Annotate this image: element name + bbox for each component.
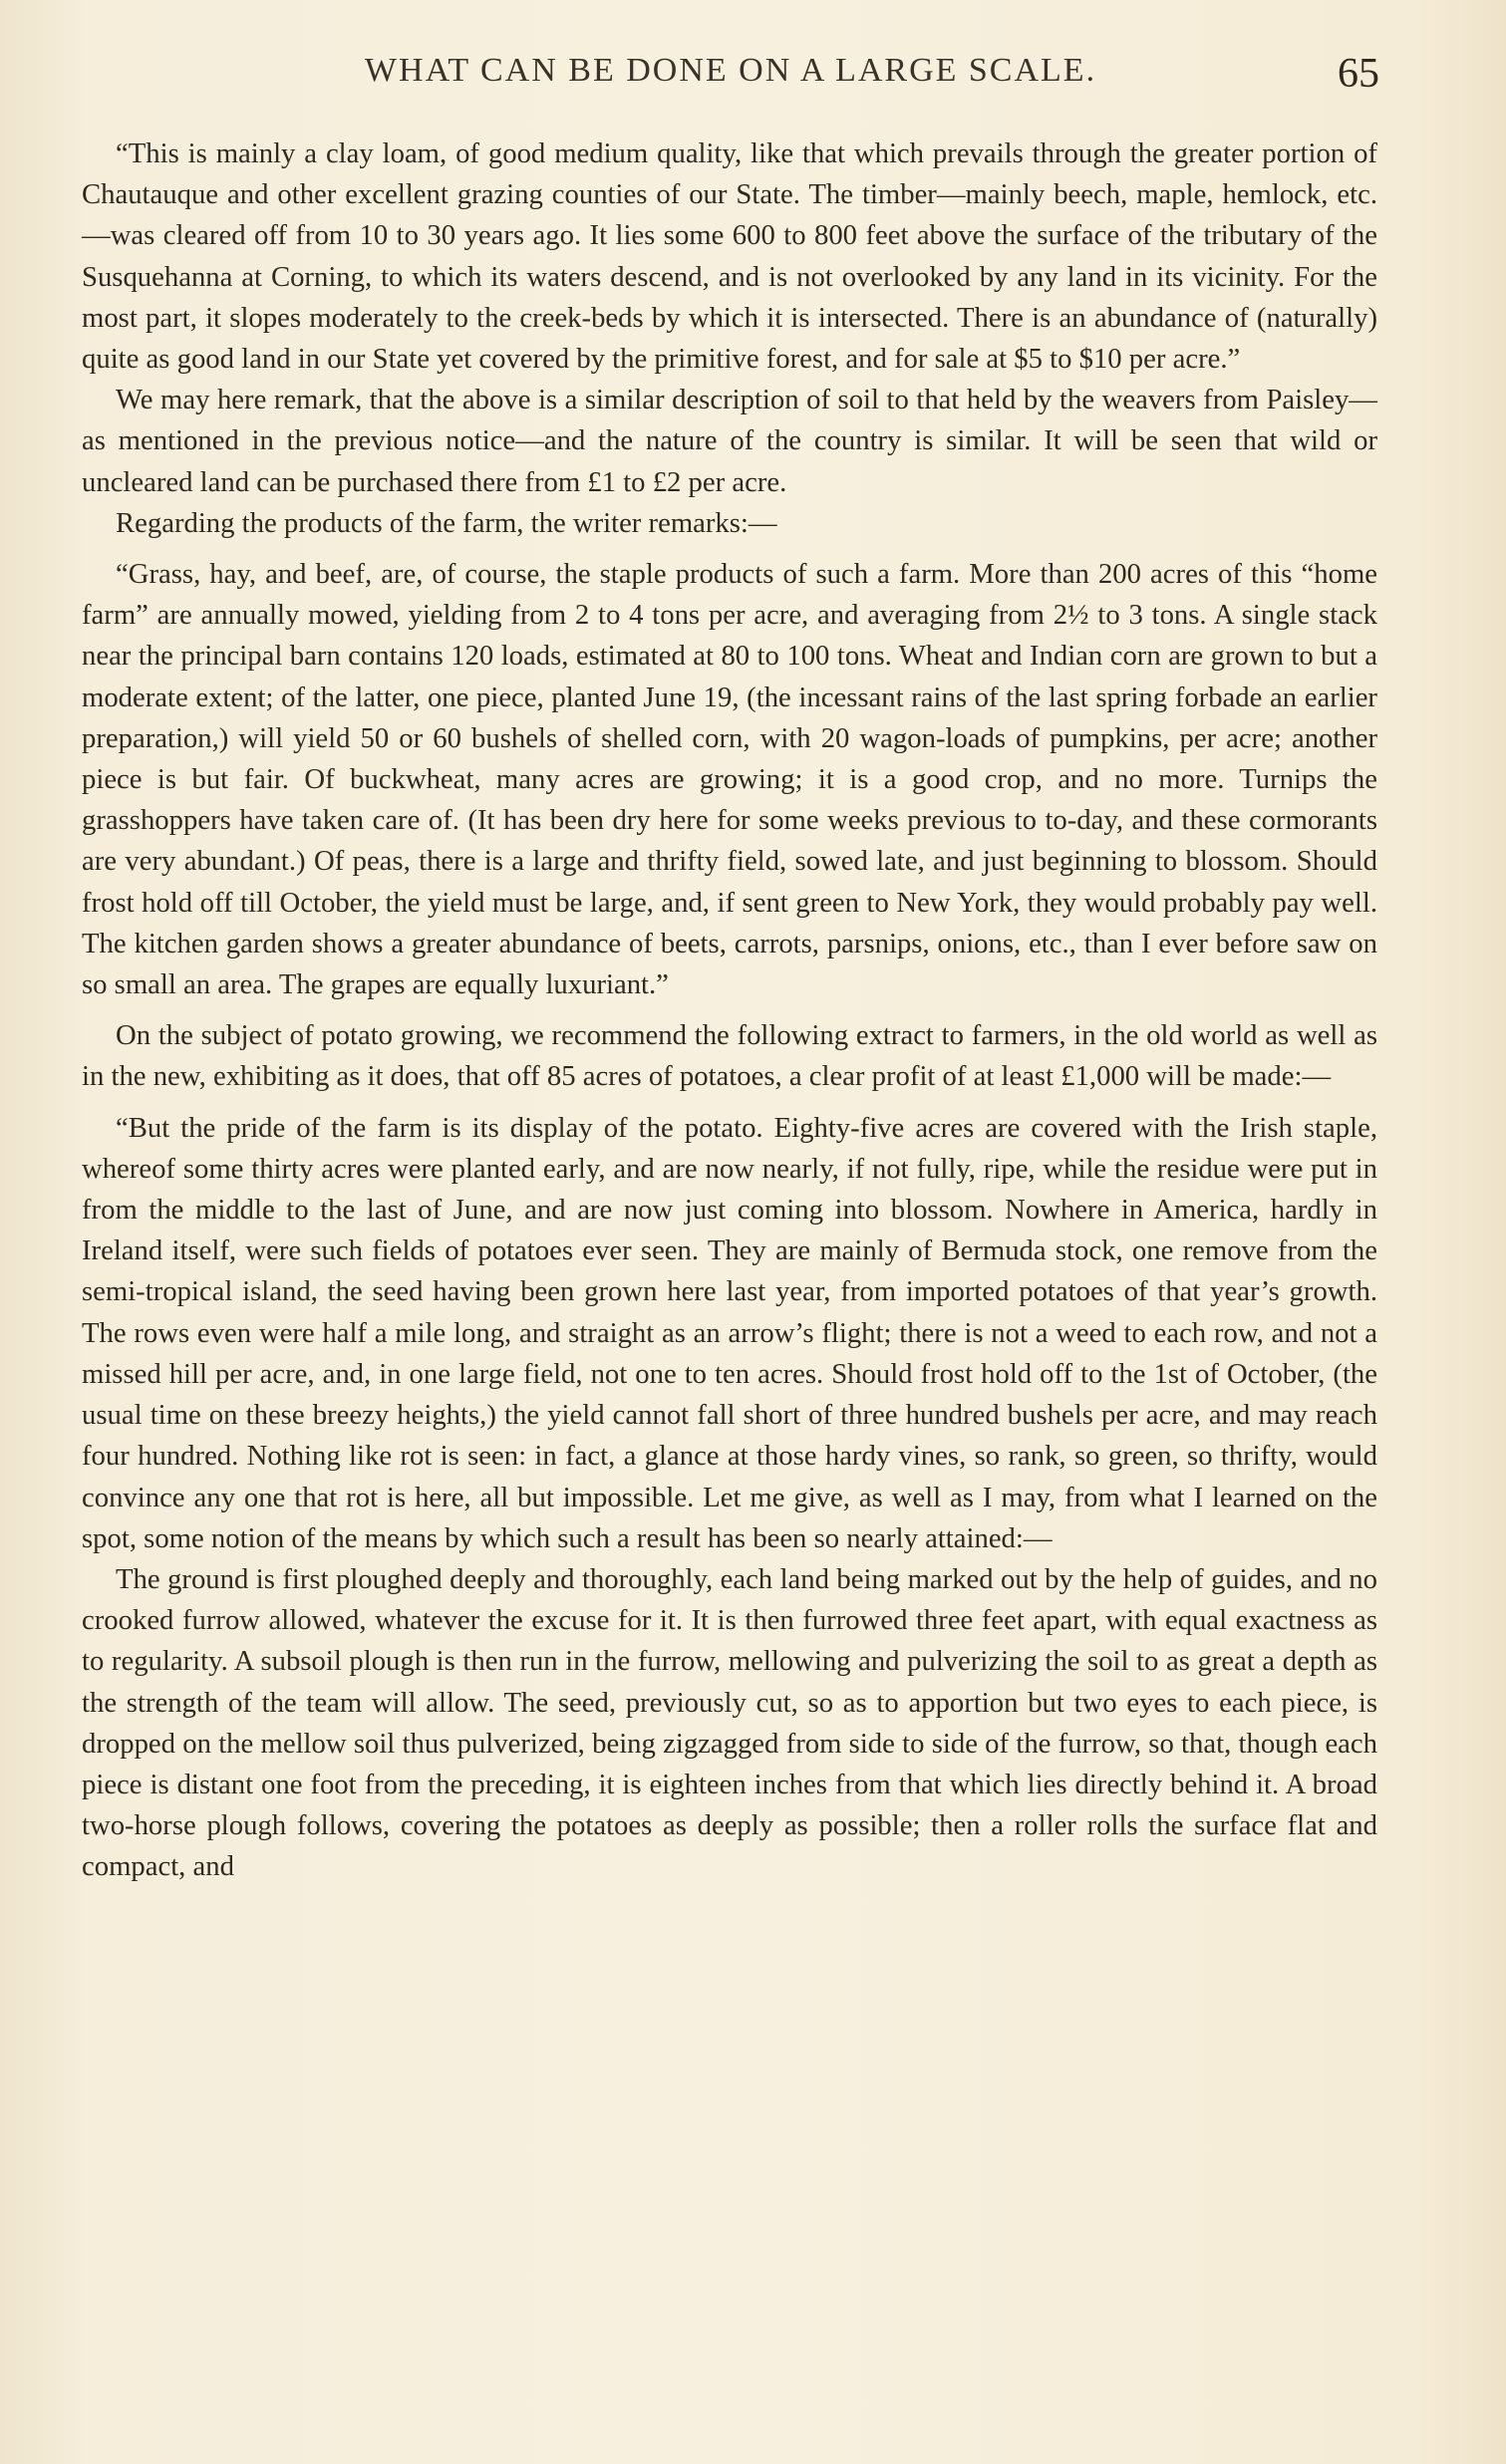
paragraph-soil-quote: “This is mainly a clay loam, of good medium quality, like that which prevails through the greater portion of Chautauque and other excellent grazing counties of our State. The timber—mainly beech, maple, hemlock, etc.—was cleared off from 10 to 30 years ago. It lies some 600 to 800 feet above the surface of the tributary of the Susquehanna at Corning, to which its waters descend, and is not overlooked by any land in its vicinity. For the most part, it slopes moderately to the creek-beds by which it is intersected. There is an abundance of (naturally) quite as good land in our State yet covered by the primitive forest, and for sale at $5 to $10 per acre.” bbox=[82, 137, 1377, 376]
page-number: 65 bbox=[1338, 51, 1379, 97]
paragraph-ploughing: The ground is first ploughed deeply and thoroughly, each land being marked out by the help of guides, and no crooked furrow allowed, whatever the excuse for it. It is then furrowed three feet apart, with equal exactness as to regularity. A subsoil plough is then run in the furrow, mellowing and pulverizing the soil to as great a depth as the strength of the team will allow. The seed, previously cut, so as to apportion but two eyes to each piece, is dropped on the mellow soil thus pulverized, being zigzagged from side to side of the furrow, so that, though each piece is distant one foot from the preceding, it is eighteen inches from that which lies directly behind it. A broad two-horse plough follows, covering the potatoes as deeply as possible; then a roller rolls the surface flat and compact, and bbox=[82, 1562, 1377, 1883]
paragraph-potato-intro: On the subject of potato growing, we recommend the following extract to farmers, in the old world as well as in the new, exhibiting as it does, that off 85 acres of potatoes, a clear profit of at least £1,000 will be made:— bbox=[82, 1019, 1377, 1093]
page-header bbox=[82, 52, 1379, 112]
paragraph-potato-quote: “But the pride of the farm is its display of the potato. Eighty-five acres are covered with the Irish staple, whereof some thirty acres were planted early, and are now nearly, if not fully, ripe, while the residue were put in from the middle to the last of June, and are now just coming into blossom. Nowhere in America, hardly in Ireland itself, were such fields of potatoes ever seen. They are mainly of Bermuda stock, one remove from the semi-tropical island, the seed having been grown here last year, from imported potatoes of that year’s growth. The rows even were half a mile long, and straight as an arrow’s flight; there is not a weed to each row, and not a missed hill per acre, and, in one large field, not one to ten acres. Should frost hold off to the 1st of October, (the usual time on these breezy heights,) the yield cannot fall short of three hundred bushels per acre, and may reach four hundred. Nothing like rot is seen: in fact, a glance at those hardy vines, so rank, so green, so thrifty, would convince any one that rot is here, all but impossible. Let me give, as well as I may, from what I learned on the spot, some notion of the means by which such a result has been so nearly attained:— bbox=[82, 1111, 1377, 1554]
page-body bbox=[82, 134, 1377, 1888]
running-head: WHAT CAN BE DONE ON A LARGE SCALE. bbox=[364, 52, 1097, 89]
paragraph-farm-products-quote: “Grass, hay, and beef, are, of course, the staple products of such a farm. More than 200 acres of this “home farm” are annually mowed, yielding from 2 to 4 tons per acre, and averaging from 2½ to 3 tons. A single stack near the principal barn contains 120 loads, estimated at 80 to 100 tons. Wheat and Indian corn are grown to but a moderate extent; of the latter, one piece, planted June 19, (the incessant rains of the last spring forbade an earlier preparation,) will yield 50 or 60 bushels of shelled corn, with 20 wagon-loads of pumpkins, per acre; another piece is but fair. Of buckwheat, many acres are growing; it is a good crop, and no more. Turnips the grasshoppers have taken care of. (It has been dry here for some weeks previous to to-day, and these cormorants are very abundant.) Of peas, there is a large and thrifty field, sowed late, and just beginning to blossom. Should frost hold off till October, the yield must be large, and, if sent green to New York, they would probably pay well. The kitchen garden shows a greater abundance of beets, carrots, parsnips, onions, etc., than I ever before saw on so small an area. The grapes are equally luxuriant.” bbox=[82, 558, 1377, 1001]
paragraph-products-intro: Regarding the products of the farm, the writer remarks:— bbox=[116, 506, 777, 539]
paragraph-remark: We may here remark, that the above is a similar description of soil to that held by the weavers from Paisley—as mentioned in the previous notice—and the nature of the country is similar. It will be seen that wild or uncleared land can be purchased there from £1 to £2 per acre. bbox=[82, 384, 1377, 498]
